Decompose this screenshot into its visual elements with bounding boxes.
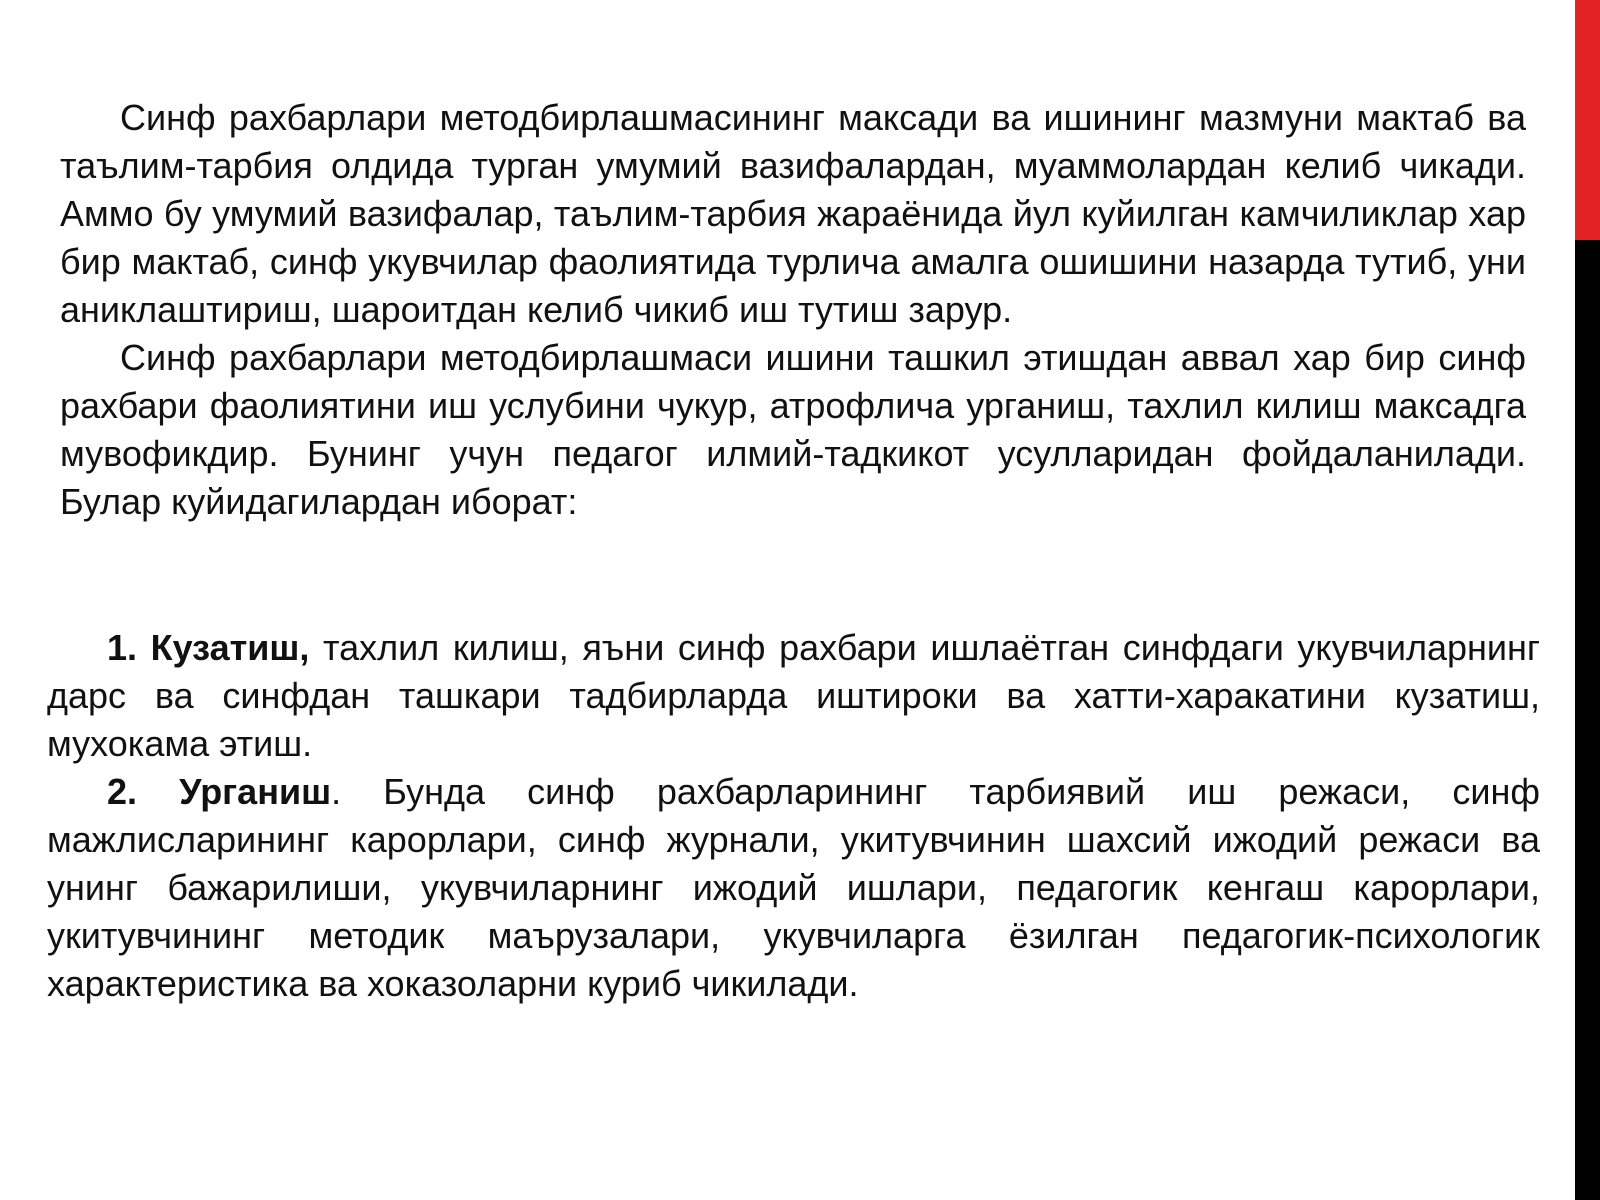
list-item-term: Урганиш (179, 771, 332, 812)
list-item-text: тахлил килиш, яъни синф рахбари ишлаётган синфдаги укувчиларнинг дарс ва синфдан ташкари тадбирларда иштироки ва хатти-харакатини кузатиш, мухокама этиш. (47, 627, 1540, 764)
list-item-term: Кузатиш, (150, 627, 310, 668)
paragraph: Синф рахбарлари методбирлашмаси ишини ташкил этишдан аввал хар бир синф рахбари фаолиятини иш услубини чукур, атрофлича урганиш, тахлил килиш максадга мувофикдир. Бунинг учун педагог илмий-тадкикот усулларидан фойдаланилади. Булар куйидагилардан иборат: (60, 337, 1526, 522)
list-item (47, 768, 1540, 1008)
intro-text-block (60, 94, 1526, 526)
list-item (47, 624, 1540, 768)
methods-list (47, 624, 1540, 1008)
list-item-number: 1. (107, 627, 138, 668)
list-item-text: . Бунда синф рахбарларининг тарбиявий иш режаси, синф мажлисларининг карорлари, синф журнали, укитувчинин шахсий ижодий режаси ва унинг бажарилиши, укувчиларнинг ижодий ишлари, педагогик кенгаш карорлари, укитувчининг методик маърузалари, укувчиларга ёзилган педагогик-психологик характеристика ва хоказоларни куриб чикилади. (47, 771, 1540, 1004)
accent-bar-black (1575, 240, 1600, 1200)
accent-bar-red (1575, 0, 1600, 240)
list-item-number: 2. (107, 771, 138, 812)
paragraph: Синф рахбарлари методбирлашмасининг максади ва ишининг мазмуни мактаб ва таълим-тарбия олдида турган умумий вазифалардан, муаммолардан келиб чикади. Аммо бу умумий вазифалар, таълим-тарбия жараёнида йул куйилган камчиликлар хар бир мактаб, синф укувчилар фаолиятида турлича амалга ошишини назарда тутиб, уни аниклаштириш, шароитдан келиб чикиб иш тутиш зарур. (60, 97, 1526, 330)
